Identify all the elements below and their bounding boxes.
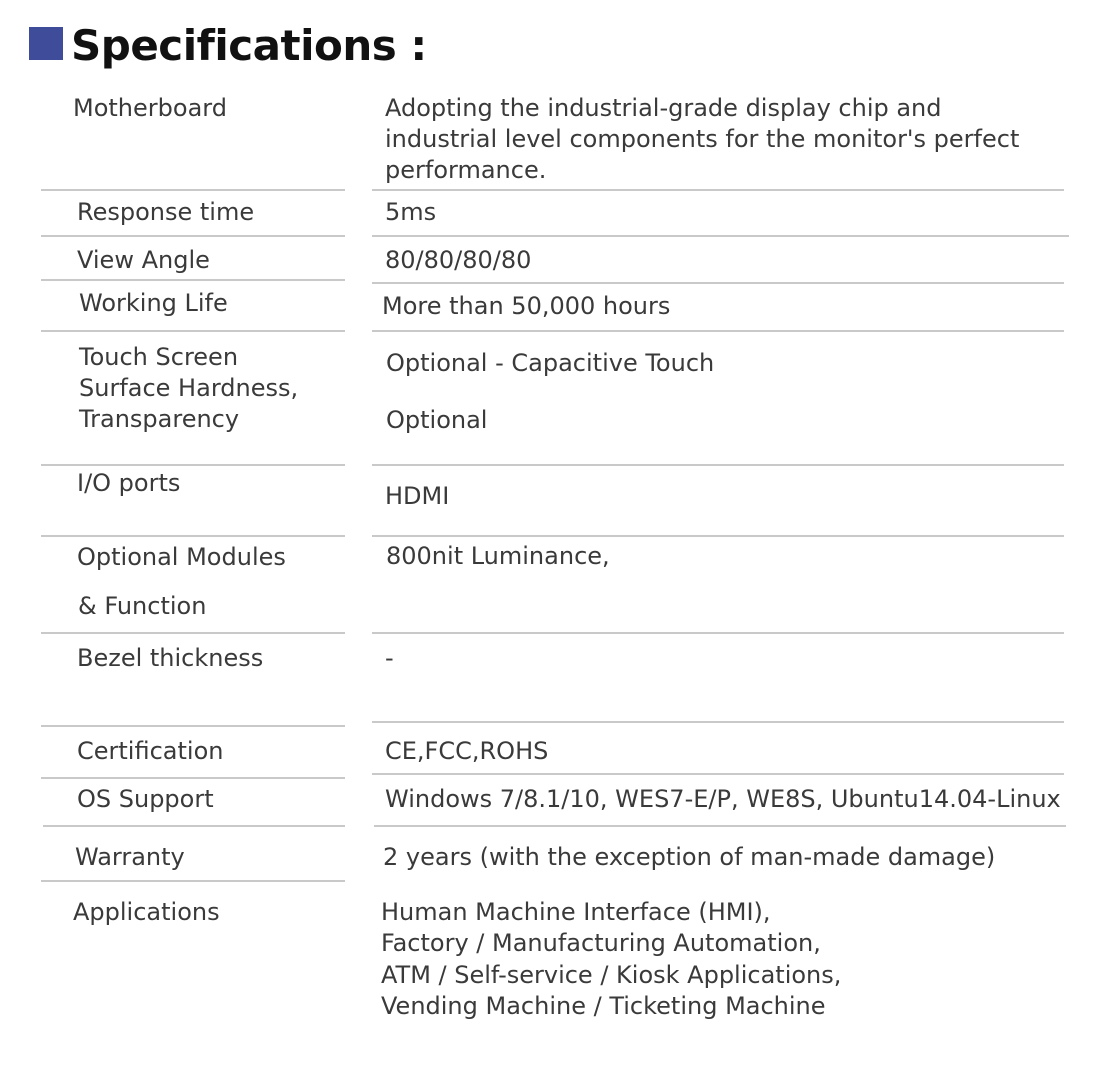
label-divider — [41, 777, 345, 779]
label-divider — [43, 825, 345, 827]
spec-value-working-life: More than 50,000 hours — [382, 292, 671, 320]
value-divider — [374, 825, 1066, 827]
label-divider — [41, 632, 345, 634]
spec-label-touch-screen-line-1: Touch Screen — [79, 343, 239, 371]
page-title: Specifications : — [71, 21, 427, 70]
spec-value-io-ports: HDMI — [385, 482, 450, 510]
spec-label-certification: Certification — [77, 737, 224, 765]
spec-value-applications-line-1: Human Machine Interface (HMI), — [381, 898, 771, 926]
spec-label-optional-modules-line-2: & Function — [78, 592, 207, 620]
value-divider — [372, 235, 1069, 237]
value-divider — [372, 721, 1064, 723]
spec-label-response-time: Response time — [77, 198, 255, 226]
value-divider — [372, 282, 1064, 284]
spec-label-optional-modules-line-1: Optional Modules — [77, 543, 286, 571]
label-divider — [41, 189, 345, 191]
spec-label-working-life: Working Life — [79, 289, 228, 317]
spec-value-response-time: 5ms — [385, 198, 437, 226]
value-divider — [372, 189, 1064, 191]
spec-label-os-support: OS Support — [77, 785, 214, 813]
spec-label-io-ports: I/O ports — [77, 469, 181, 497]
spec-value-touch-optional: Optional — [386, 406, 488, 434]
value-divider — [372, 464, 1064, 466]
spec-label-applications: Applications — [73, 898, 220, 926]
spec-value-warranty: 2 years (with the exception of man-made damage) — [383, 843, 996, 871]
spec-value-bezel-thickness: - — [385, 644, 394, 672]
spec-value-motherboard-line-2: industrial level components for the monitor's perfect — [385, 125, 1020, 153]
spec-value-applications-line-2: Factory / Manufacturing Automation, — [381, 929, 821, 957]
spec-label-touch-screen-line-2: Surface Hardness, — [79, 374, 299, 402]
value-divider — [372, 330, 1064, 332]
label-divider — [41, 880, 345, 882]
label-divider — [41, 235, 345, 237]
spec-label-motherboard: Motherboard — [73, 94, 227, 122]
value-divider — [372, 773, 1064, 775]
label-divider — [41, 330, 345, 332]
spec-value-touch-type: Optional - Capacitive Touch — [386, 349, 715, 377]
spec-value-motherboard-line-1: Adopting the industrial-grade display chip and — [385, 94, 942, 122]
spec-value-applications-line-4: Vending Machine / Ticketing Machine — [381, 992, 826, 1020]
spec-label-bezel-thickness: Bezel thickness — [77, 644, 264, 672]
value-divider — [372, 535, 1064, 537]
spec-label-touch-screen-line-3: Transparency — [79, 405, 240, 433]
spec-value-view-angle: 80/80/80/80 — [385, 246, 532, 274]
title-marker-square — [29, 27, 63, 60]
spec-value-applications-line-3: ATM / Self-service / Kiosk Applications, — [381, 961, 842, 989]
spec-value-os-support: Windows 7/8.1/10, WES7-E/P, WE8S, Ubuntu14.04-Linux — [385, 785, 1061, 813]
label-divider — [41, 535, 345, 537]
label-divider — [41, 464, 345, 466]
spec-value-motherboard-line-3: performance. — [385, 156, 547, 184]
value-divider — [372, 632, 1064, 634]
label-divider — [41, 725, 345, 727]
spec-label-warranty: Warranty — [75, 843, 185, 871]
label-divider — [41, 279, 345, 281]
spec-value-certification: CE,FCC,ROHS — [385, 737, 549, 765]
spec-value-optional-modules: 800nit Luminance, — [386, 542, 610, 570]
spec-label-view-angle: View Angle — [77, 246, 210, 274]
